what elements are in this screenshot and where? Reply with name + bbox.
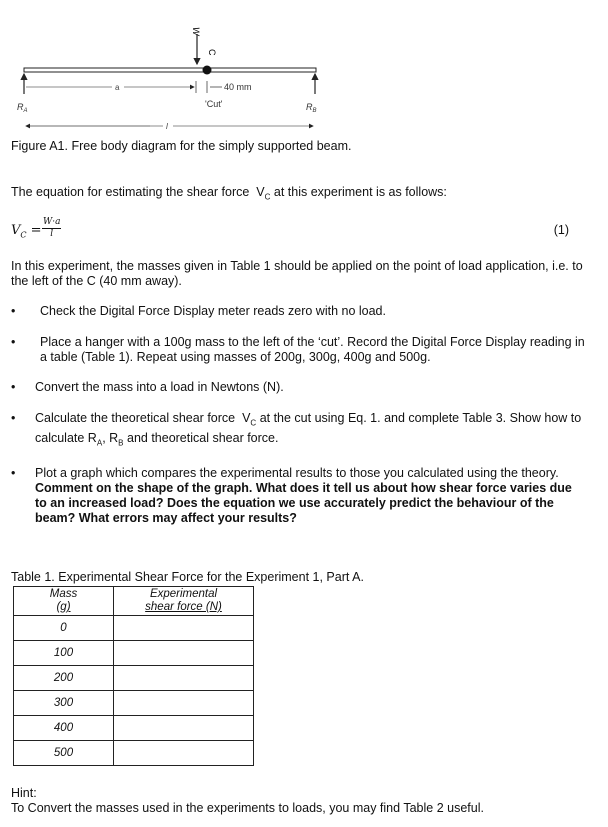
table-row bbox=[14, 716, 254, 741]
list-item: • Check the Digital Force Display meter reads zero with no load. bbox=[11, 304, 386, 318]
table-row bbox=[14, 691, 254, 716]
force-cell[interactable] bbox=[114, 666, 254, 691]
equation-number: (1) bbox=[553, 223, 569, 237]
force-cell[interactable] bbox=[114, 716, 254, 741]
equation-fraction: $\frac{W\cdot a}{l}$ bbox=[43, 217, 61, 239]
instruction-paragraph: In this experiment, the masses given in Table 1 should be applied on the point of load application, i.e. to the left of the C (40 mm away). bbox=[11, 259, 583, 288]
list-item: • Place a hanger with a 100g mass to the left of the ‘cut’. Record the Digital Force Display reading in a table (Table 1). Repeat using masses of 200g, 300g, 400g and 500g. bbox=[11, 335, 585, 364]
bullet-icon: • bbox=[11, 466, 16, 480]
span-label: l bbox=[166, 122, 168, 131]
shear-force-table bbox=[13, 586, 254, 766]
force-header: Experimental shear force (N) bbox=[114, 587, 254, 616]
mass-cell: 0 bbox=[14, 616, 114, 641]
table-caption: Table 1. Experimental Shear Force for the Experiment 1, Part A. bbox=[11, 570, 364, 584]
load-label: W bbox=[191, 27, 201, 36]
force-cell[interactable] bbox=[114, 616, 254, 641]
equation-lhs: $V_C$ = bbox=[11, 223, 42, 240]
force-cell[interactable] bbox=[114, 691, 254, 716]
hint-title: Hint: bbox=[11, 786, 37, 800]
dim-a-label: a bbox=[115, 83, 120, 92]
intro-text: The equation for estimating the shear force $V_C$ at this experiment is as follows: bbox=[11, 185, 447, 202]
instruction-list bbox=[11, 304, 586, 526]
cut-point bbox=[203, 66, 212, 75]
vc-symbol: $V_C$ bbox=[256, 185, 271, 202]
table-row bbox=[14, 741, 254, 766]
hint-text: To Convert the masses used in the experiments to loads, you may find Table 2 useful. bbox=[11, 801, 484, 815]
bullet-icon: • bbox=[11, 380, 16, 394]
list-item: • Plot a graph which compares the experimental results to those you calculated using the theory. Comment on the shape of the graph. What does it tell us about how shear force varies due to an increased load? Does the equation we use accurately predict the behaviour of the beam? What errors may affect your results? bbox=[11, 466, 572, 525]
mass-cell: 500 bbox=[14, 741, 114, 766]
equation-row bbox=[11, 219, 596, 249]
mass-cell: 300 bbox=[14, 691, 114, 716]
list-item: • Convert the mass into a load in Newtons (N). bbox=[11, 380, 284, 394]
table-row bbox=[14, 616, 254, 641]
mass-header: Mass (g) bbox=[14, 587, 114, 616]
rb-label: $R_B$ bbox=[306, 102, 317, 114]
ra-label: $R_A$ bbox=[17, 102, 28, 114]
dim-40-label: 40 mm bbox=[224, 82, 252, 92]
force-cell[interactable] bbox=[114, 641, 254, 666]
mass-cell: 100 bbox=[14, 641, 114, 666]
bullet-icon: • bbox=[11, 411, 16, 425]
table-row bbox=[14, 666, 254, 691]
free-body-diagram bbox=[0, 0, 608, 135]
table-header-row bbox=[14, 587, 254, 616]
mass-cell: 200 bbox=[14, 666, 114, 691]
force-cell[interactable] bbox=[114, 741, 254, 766]
beam bbox=[24, 68, 316, 72]
figure-caption: Figure A1. Free body diagram for the simply supported beam. bbox=[11, 139, 352, 153]
point-label: C bbox=[207, 49, 217, 56]
bullet-icon: • bbox=[11, 335, 16, 349]
bullet-icon: • bbox=[11, 304, 16, 318]
list-item: • Calculate the theoretical shear force $V_C$ at the cut using Eq. 1. and complete Table 3. Show how to calculate $R_A$, $R_B$ and theoretical shear force. bbox=[11, 411, 582, 447]
mass-cell: 400 bbox=[14, 716, 114, 741]
cut-label: 'Cut' bbox=[205, 99, 223, 109]
table-row bbox=[14, 641, 254, 666]
